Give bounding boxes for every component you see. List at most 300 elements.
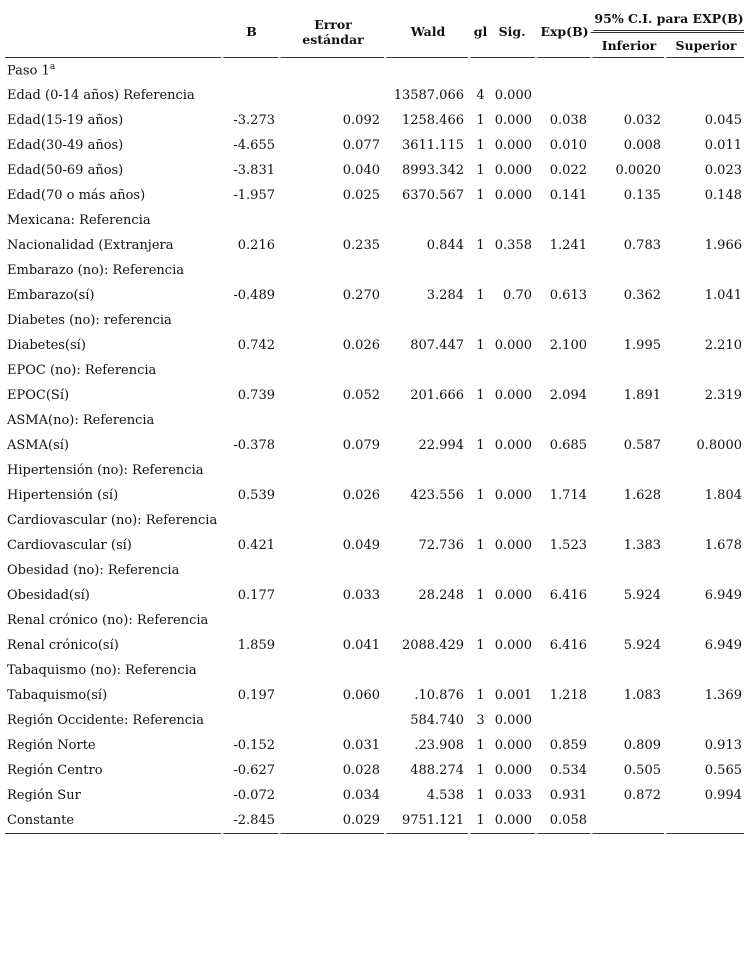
cell-gl: 1	[468, 633, 489, 658]
cell-sup: 6.949	[664, 583, 744, 608]
table-row	[5, 633, 744, 658]
cell-gl	[468, 408, 489, 433]
cell-label: Región Centro	[7, 763, 103, 778]
header-superior: Superior	[664, 33, 744, 58]
cell-gl: 1	[468, 583, 489, 608]
cell-label: Renal crónico(sí)	[7, 638, 119, 653]
cell-b: 0.742	[221, 333, 278, 358]
cell-wald	[384, 208, 468, 233]
cell-exp	[535, 708, 590, 733]
cell-sig: 0.000	[494, 388, 532, 403]
cell-exp	[535, 558, 590, 583]
cell-sig: 0.000	[494, 88, 532, 103]
cell-wald: 807.447	[384, 333, 468, 358]
cell-b: 0.739	[221, 383, 278, 408]
cell-b: 0.177	[221, 583, 278, 608]
cell-sup: 0.913	[664, 733, 744, 758]
cell-gl: 1	[468, 758, 489, 783]
header-ci-group: 95% C.I. para EXP(B)	[590, 6, 744, 33]
cell-label: Constante	[5, 808, 221, 834]
cell-inf	[590, 658, 664, 683]
cell-sup: 6.949	[664, 633, 744, 658]
cell-inf	[590, 408, 664, 433]
cell-inf: 0.032	[590, 108, 664, 133]
table-body	[5, 58, 744, 834]
table-row	[5, 533, 744, 558]
cell-sup: 1.041	[664, 283, 744, 308]
table-row	[5, 683, 744, 708]
table-row	[5, 608, 744, 633]
cell-exp	[535, 408, 590, 433]
cell-se	[278, 408, 384, 433]
cell-gl: 1	[468, 183, 489, 208]
cell-b: 0.216	[221, 233, 278, 258]
cell-exp	[535, 258, 590, 283]
cell-sig: 0.000	[494, 538, 532, 553]
cell-gl	[468, 558, 489, 583]
table-row	[5, 333, 744, 358]
cell-se: 0.049	[278, 533, 384, 558]
cell-b: -0.489	[221, 283, 278, 308]
cell-exp: 0.010	[535, 133, 590, 158]
table-row	[5, 383, 744, 408]
cell-b	[221, 558, 278, 583]
cell-label: ASMA(sí)	[7, 438, 69, 453]
cell-exp	[535, 458, 590, 483]
cell-inf: 0.505	[590, 758, 664, 783]
cell-wald: 3611.115	[384, 133, 468, 158]
table-row	[5, 208, 744, 233]
cell-se: 0.031	[278, 733, 384, 758]
table-row	[5, 758, 744, 783]
cell-se	[278, 258, 384, 283]
cell-inf	[590, 708, 664, 733]
cell-sup: 2.319	[664, 383, 744, 408]
cell-exp: 0.859	[535, 733, 590, 758]
cell-sup	[664, 408, 744, 433]
cell-sig	[489, 608, 535, 633]
cell-wald: 584.740	[384, 708, 468, 733]
cell-se	[278, 208, 384, 233]
cell-wald: 13587.066	[384, 83, 468, 108]
cell-inf	[590, 508, 664, 533]
table-row	[5, 308, 744, 333]
cell-exp: 1.523	[535, 533, 590, 558]
cell-exp: 1.714	[535, 483, 590, 508]
cell-inf	[590, 83, 664, 108]
cell-wald: 22.994	[384, 433, 468, 458]
cell-exp: 0.141	[535, 183, 590, 208]
cell-inf: 0.783	[590, 233, 664, 258]
cell-label: Obesidad (no): Referencia	[7, 563, 180, 578]
cell-se: 0.029	[278, 808, 384, 834]
header-variable	[5, 6, 221, 58]
cell-sig: 0.000	[494, 138, 532, 153]
cell-exp: 2.094	[535, 383, 590, 408]
cell-label: Edad(30-49 años)	[7, 138, 124, 153]
cell-se: 0.026	[278, 483, 384, 508]
cell-gl	[468, 508, 489, 533]
cell-b: 0.539	[221, 483, 278, 508]
cell-sup: 0.023	[664, 158, 744, 183]
cell-se: 0.270	[278, 283, 384, 308]
step-label	[5, 58, 221, 83]
cell-sup	[664, 808, 744, 834]
cell-inf	[590, 258, 664, 283]
cell-label: Embarazo(sí)	[7, 288, 95, 303]
cell-se: 0.052	[278, 383, 384, 408]
cell-b: 0.421	[221, 533, 278, 558]
header-wald: Wald	[384, 6, 468, 58]
cell-gl	[468, 458, 489, 483]
step-superscript: a	[49, 62, 56, 73]
cell-sup: 1.804	[664, 483, 744, 508]
cell-gl: 1	[468, 433, 489, 458]
cell-gl	[468, 358, 489, 383]
cell-wald	[384, 308, 468, 333]
cell-sig: 0.000	[494, 438, 532, 453]
cell-sup	[664, 608, 744, 633]
cell-inf: 0.587	[590, 433, 664, 458]
cell-se: 0.028	[278, 758, 384, 783]
cell-gl: 1	[468, 733, 489, 758]
cell-b: -2.845	[221, 808, 278, 834]
cell-se	[278, 558, 384, 583]
cell-inf: 1.383	[590, 533, 664, 558]
cell-sig	[489, 558, 535, 583]
cell-b	[221, 308, 278, 333]
cell-inf: 5.924	[590, 583, 664, 608]
cell-b	[221, 258, 278, 283]
cell-gl: 4	[468, 83, 489, 108]
cell-se	[278, 458, 384, 483]
cell-label: Cardiovascular (sí)	[7, 538, 132, 553]
cell-wald: 423.556	[384, 483, 468, 508]
cell-gl: 1	[468, 283, 489, 308]
cell-sig	[489, 208, 535, 233]
cell-wald: 28.248	[384, 583, 468, 608]
cell-sig: 0.000	[494, 638, 532, 653]
cell-exp	[535, 508, 590, 533]
cell-label: Región Occidente: Referencia	[7, 713, 204, 728]
cell-gl	[468, 658, 489, 683]
header-sig: Sig.	[489, 6, 535, 58]
table-row	[5, 83, 744, 108]
cell-label: Diabetes(sí)	[7, 338, 86, 353]
cell-b: -0.627	[221, 758, 278, 783]
cell-wald	[384, 608, 468, 633]
cell-gl: 1	[468, 383, 489, 408]
cell-se: 0.079	[278, 433, 384, 458]
table-row	[5, 408, 744, 433]
cell-wald	[384, 408, 468, 433]
cell-label: Embarazo (no): Referencia	[7, 263, 184, 278]
cell-sig: 0.358	[494, 238, 532, 253]
cell-label: Nacionalidad (Extranjera	[7, 238, 174, 253]
cell-gl: 1	[468, 108, 489, 133]
cell-exp: 0.685	[535, 433, 590, 458]
cell-sup	[664, 258, 744, 283]
cell-sup	[664, 308, 744, 333]
cell-inf: 0.008	[590, 133, 664, 158]
cell-se: 0.235	[278, 233, 384, 258]
cell-wald: 9751.121	[384, 808, 468, 834]
cell-exp: 0.022	[535, 158, 590, 183]
cell-gl: 1	[468, 533, 489, 558]
cell-b	[221, 458, 278, 483]
cell-wald: 4.538	[384, 783, 468, 808]
cell-b	[221, 208, 278, 233]
cell-label: Hipertensión (no): Referencia	[7, 463, 204, 478]
cell-sig	[489, 358, 535, 383]
cell-sig: 0.000	[494, 338, 532, 353]
cell-sig	[489, 458, 535, 483]
cell-label: Tabaquismo (no): Referencia	[7, 663, 197, 678]
table-row	[5, 133, 744, 158]
cell-sup	[664, 358, 744, 383]
cell-label: Región Sur	[7, 788, 81, 803]
cell-sig: 0.000	[489, 808, 535, 834]
cell-gl: 1	[468, 683, 489, 708]
cell-sig	[489, 658, 535, 683]
cell-wald	[384, 658, 468, 683]
cell-gl	[468, 308, 489, 333]
cell-b: -1.957	[221, 183, 278, 208]
cell-exp: 1.241	[535, 233, 590, 258]
cell-b: -0.378	[221, 433, 278, 458]
cell-label: Cardiovascular (no): Referencia	[7, 513, 218, 528]
cell-label: Obesidad(sí)	[7, 588, 90, 603]
cell-b: -3.831	[221, 158, 278, 183]
cell-sig: 0.000	[494, 163, 532, 178]
header-error: Error estándar	[278, 6, 384, 58]
cell-sup	[664, 458, 744, 483]
cell-gl	[468, 258, 489, 283]
cell-sup	[664, 708, 744, 733]
cell-sup	[664, 558, 744, 583]
cell-gl: 1	[468, 483, 489, 508]
cell-gl: 1	[468, 133, 489, 158]
table-row	[5, 358, 744, 383]
cell-label: Diabetes (no): referencia	[7, 313, 172, 328]
table-row	[5, 283, 744, 308]
cell-inf: 0.809	[590, 733, 664, 758]
cell-sig: 0.000	[494, 113, 532, 128]
table-row	[5, 233, 744, 258]
cell-sig	[489, 508, 535, 533]
cell-exp: 0.613	[535, 283, 590, 308]
table-row	[5, 108, 744, 133]
cell-sig: 0.001	[494, 688, 532, 703]
cell-wald: 201.666	[384, 383, 468, 408]
cell-se	[278, 308, 384, 333]
cell-wald	[384, 458, 468, 483]
cell-wald: 6370.567	[384, 183, 468, 208]
cell-se: 0.025	[278, 183, 384, 208]
table-row	[5, 458, 744, 483]
cell-sup: 0.011	[664, 133, 744, 158]
cell-label: Edad(70 o más años)	[7, 188, 146, 203]
cell-sup	[664, 83, 744, 108]
cell-sup	[664, 508, 744, 533]
cell-se: 0.040	[278, 158, 384, 183]
cell-inf	[590, 358, 664, 383]
cell-se: 0.077	[278, 133, 384, 158]
cell-label: Edad (0-14 años) Referencia	[7, 88, 195, 103]
cell-se: 0.034	[278, 783, 384, 808]
cell-sup: 0.565	[664, 758, 744, 783]
cell-sig: 0.70	[503, 288, 532, 303]
cell-sig: 0.000	[494, 763, 532, 778]
cell-label: EPOC(Sí)	[7, 388, 70, 403]
cell-b	[221, 708, 278, 733]
cell-b	[221, 358, 278, 383]
cell-sig: 0.000	[494, 488, 532, 503]
table-row	[5, 258, 744, 283]
cell-wald: 0.844	[384, 233, 468, 258]
cell-wald	[384, 358, 468, 383]
cell-sig: 0.033	[494, 788, 532, 803]
cell-label: EPOC (no): Referencia	[7, 363, 157, 378]
cell-b	[221, 508, 278, 533]
cell-se	[278, 83, 384, 108]
header-expb: Exp(B)	[535, 6, 590, 58]
table-row	[5, 708, 744, 733]
cell-exp: 2.100	[535, 333, 590, 358]
table-row	[5, 583, 744, 608]
cell-sig: 0.000	[494, 188, 532, 203]
cell-exp: 1.218	[535, 683, 590, 708]
cell-inf: 5.924	[590, 633, 664, 658]
table-row	[5, 658, 744, 683]
cell-inf	[590, 808, 664, 834]
cell-inf: 0.362	[590, 283, 664, 308]
cell-b: 1.859	[221, 633, 278, 658]
table-row	[5, 808, 744, 834]
cell-wald: 2088.429	[384, 633, 468, 658]
cell-inf	[590, 458, 664, 483]
cell-b: -3.273	[221, 108, 278, 133]
cell-label: Región Norte	[7, 738, 96, 753]
cell-wald: 72.736	[384, 533, 468, 558]
cell-wald: 488.274	[384, 758, 468, 783]
cell-gl	[468, 608, 489, 633]
cell-label: Hipertensión (sí)	[7, 488, 119, 503]
cell-se: 0.026	[278, 333, 384, 358]
cell-exp	[535, 308, 590, 333]
header-gl: gl	[468, 6, 489, 58]
cell-label: ASMA(no): Referencia	[7, 413, 155, 428]
cell-sig: 0.000	[494, 588, 532, 603]
cell-exp: 0.058	[535, 808, 590, 834]
cell-sig	[489, 408, 535, 433]
header-b: B	[221, 6, 278, 58]
cell-sup	[664, 208, 744, 233]
step-row	[5, 58, 744, 83]
cell-wald: 3.284	[384, 283, 468, 308]
cell-inf: 0.135	[590, 183, 664, 208]
cell-se	[278, 358, 384, 383]
cell-gl: 1	[468, 808, 489, 834]
cell-inf: 1.083	[590, 683, 664, 708]
cell-sig	[489, 308, 535, 333]
cell-exp: 0.038	[535, 108, 590, 133]
cell-inf: 1.995	[590, 333, 664, 358]
cell-wald: 1258.466	[384, 108, 468, 133]
header-inferior: Inferior	[590, 33, 664, 58]
cell-inf	[590, 308, 664, 333]
cell-sup: 0.8000	[664, 433, 744, 458]
cell-gl: 1	[468, 233, 489, 258]
table-row	[5, 508, 744, 533]
cell-sig: 0.000	[494, 738, 532, 753]
table-row	[5, 183, 744, 208]
cell-b: -0.152	[221, 733, 278, 758]
cell-inf	[590, 608, 664, 633]
cell-inf: 0.872	[590, 783, 664, 808]
cell-b: -4.655	[221, 133, 278, 158]
cell-sup: 0.045	[664, 108, 744, 133]
cell-gl: 1	[468, 158, 489, 183]
cell-wald	[384, 258, 468, 283]
cell-gl: 3	[468, 708, 489, 733]
cell-exp	[535, 358, 590, 383]
cell-se: 0.060	[278, 683, 384, 708]
cell-se: 0.033	[278, 583, 384, 608]
cell-b	[221, 658, 278, 683]
cell-wald	[384, 558, 468, 583]
table-row	[5, 558, 744, 583]
cell-b	[221, 83, 278, 108]
cell-inf: 1.628	[590, 483, 664, 508]
cell-label: Edad(50-69 años)	[7, 163, 124, 178]
cell-sup: 2.210	[664, 333, 744, 358]
cell-inf	[590, 558, 664, 583]
cell-gl	[468, 208, 489, 233]
cell-label: Tabaquismo(sí)	[7, 688, 108, 703]
cell-exp: 0.534	[535, 758, 590, 783]
cell-exp	[535, 658, 590, 683]
cell-exp: 6.416	[535, 583, 590, 608]
cell-se: 0.041	[278, 633, 384, 658]
table-row	[5, 783, 744, 808]
cell-sup: 0.994	[664, 783, 744, 808]
cell-se	[278, 608, 384, 633]
cell-exp	[535, 208, 590, 233]
cell-exp	[535, 608, 590, 633]
cell-sig	[489, 258, 535, 283]
cell-sup: 1.966	[664, 233, 744, 258]
cell-b: -0.072	[221, 783, 278, 808]
table-row	[5, 433, 744, 458]
cell-label: Edad(15-19 años)	[7, 113, 124, 128]
cell-exp: 6.416	[535, 633, 590, 658]
cell-exp: 0.931	[535, 783, 590, 808]
cell-sup	[664, 658, 744, 683]
cell-wald: .23.908	[384, 733, 468, 758]
cell-sig: 0.000	[494, 713, 532, 728]
table-row	[5, 733, 744, 758]
cell-se	[278, 658, 384, 683]
cell-b	[221, 408, 278, 433]
logistic-regression-table	[5, 6, 744, 834]
step-text: Paso 1	[7, 63, 50, 79]
cell-inf: 0.0020	[590, 158, 664, 183]
cell-label: Renal crónico (no): Referencia	[7, 613, 209, 628]
cell-sup: 1.678	[664, 533, 744, 558]
cell-se	[278, 708, 384, 733]
cell-se: 0.092	[278, 108, 384, 133]
